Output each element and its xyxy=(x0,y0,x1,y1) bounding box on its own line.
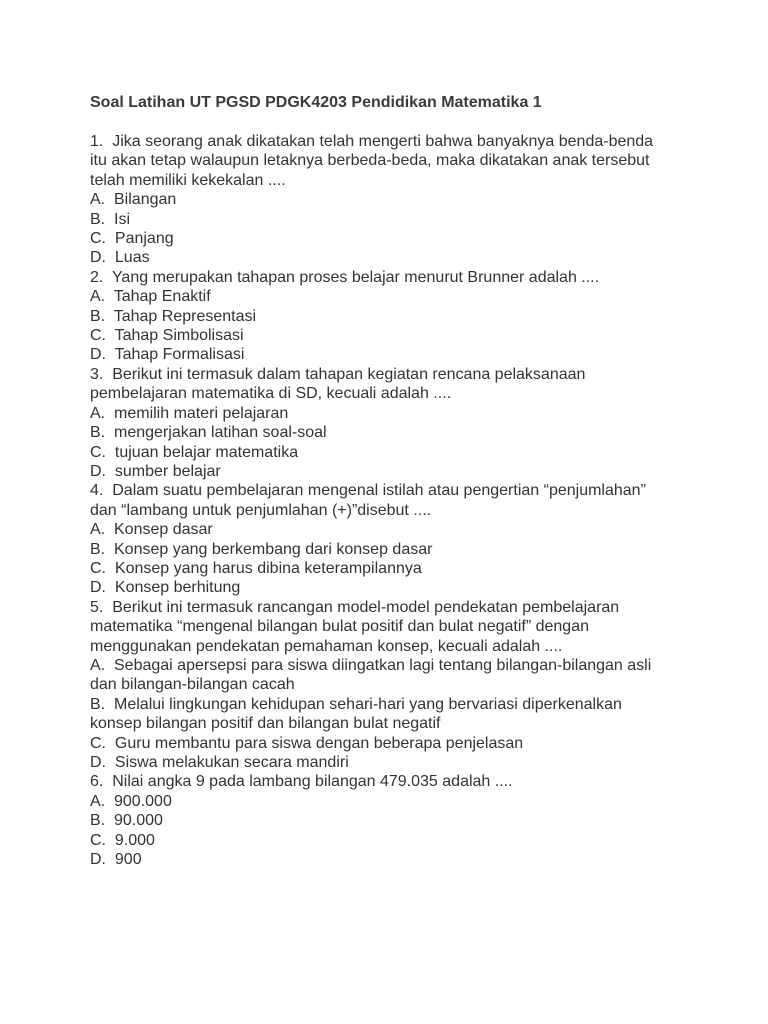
text-line: dan “lambang untuk penjumlahan (+)”disebut .... xyxy=(90,501,432,519)
text-line: 6. Nilai angka 9 pada lambang bilangan 479.035 adalah .... xyxy=(90,773,513,791)
text-line: C. tujuan belajar matematika xyxy=(90,443,299,461)
text-line: 3. Berikut ini termasuk dalam tahapan kegiatan rencana pelaksanaan xyxy=(90,365,586,383)
text-line: B. Konsep yang berkembang dari konsep dasar xyxy=(90,540,433,558)
text-line: menggunakan pendekatan pemahaman konsep, kecuali adalah .... xyxy=(90,637,563,655)
text-line: dan bilangan-bilangan cacah xyxy=(90,676,295,694)
document-title: Soal Latihan UT PGSD PDGK4203 Pendidikan Matematika 1 xyxy=(90,94,542,111)
text-line: 4. Dalam suatu pembelajaran mengenal istilah atau pengertian “penjumlahan” xyxy=(90,482,646,500)
text-line: 2. Yang merupakan tahapan proses belajar menurut Brunner adalah .... xyxy=(90,268,600,286)
text-line: A. 900.000 xyxy=(90,792,172,810)
text-line: D. Konsep berhitung xyxy=(90,579,241,597)
text-line: A. Tahap Enaktif xyxy=(90,288,211,306)
text-line: A. memilih materi pelajaran xyxy=(90,404,289,422)
document-body xyxy=(90,132,690,869)
text-line: itu akan tetap walaupun letaknya berbeda-beda, maka dikatakan anak tersebut xyxy=(90,152,650,170)
text-line: D. Luas xyxy=(90,249,150,267)
text-line: B. Tahap Representasi xyxy=(90,307,257,325)
text-line: D. sumber belajar xyxy=(90,462,221,480)
text-line: B. Melalui lingkungan kehidupan sehari-hari yang bervariasi diperkenalkan xyxy=(90,695,622,713)
text-line: B. mengerjakan latihan soal-soal xyxy=(90,424,327,442)
text-line: C. Panjang xyxy=(90,230,174,248)
text-line: C. Tahap Simbolisasi xyxy=(90,327,244,345)
text-line: telah memiliki kekekalan .... xyxy=(90,171,286,189)
text-line: pembelajaran matematika di SD, kecuali adalah .... xyxy=(90,385,452,403)
text-line: C. 9.000 xyxy=(90,831,155,849)
text-line: D. Siswa melakukan secara mandiri xyxy=(90,754,349,771)
text-line: konsep bilangan positif dan bilangan bulat negatif xyxy=(90,715,441,733)
text-line: B. Isi xyxy=(90,210,131,228)
text-line: D. Tahap Formalisasi xyxy=(90,346,245,364)
text-line: B. 90.000 xyxy=(90,812,163,830)
text-line: A. Konsep dasar xyxy=(90,521,213,539)
text-line: C. Konsep yang harus dibina keterampilannya xyxy=(90,559,422,577)
text-line: matematika “mengenal bilangan bulat positif dan bulat negatif” dengan xyxy=(90,618,589,636)
text-line: A. Sebagai apersepsi para siswa diingatkan lagi tentang bilangan-bilangan asli xyxy=(90,656,652,674)
text-line: 5. Berikut ini termasuk rancangan model-model pendekatan pembelajaran xyxy=(90,598,620,616)
document-page xyxy=(90,92,690,869)
text-line: D. 900 xyxy=(90,851,142,869)
text-line: C. Guru membantu para siswa dengan beberapa penjelasan xyxy=(90,734,524,752)
text-line: A. Bilangan xyxy=(90,191,177,209)
text-line: 1. Jika seorang anak dikatakan telah mengerti bahwa banyaknya benda-benda xyxy=(90,133,654,150)
